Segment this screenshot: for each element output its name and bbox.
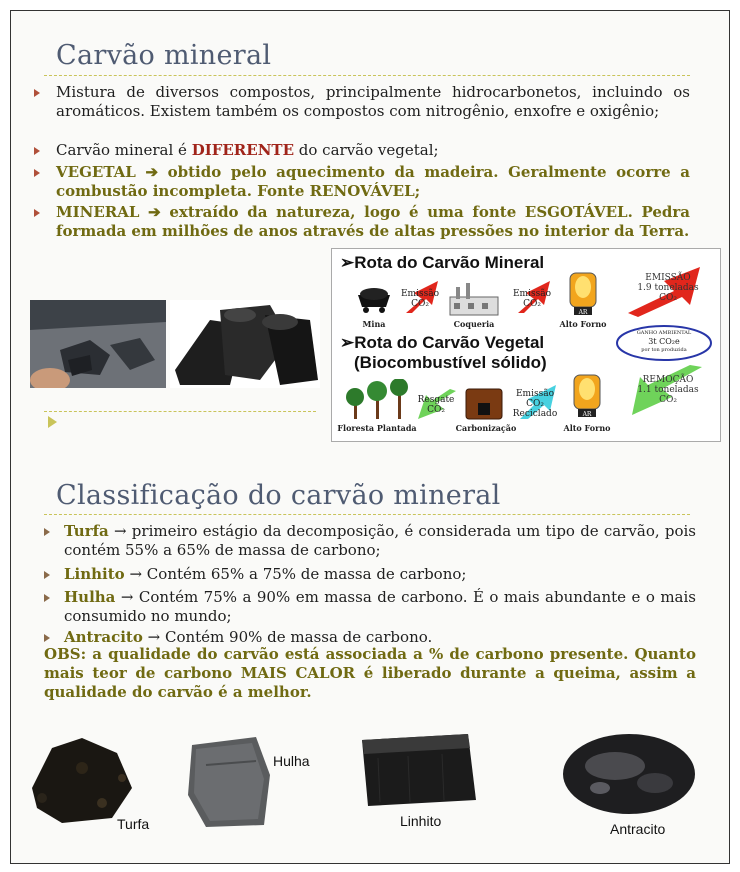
vegetal-route-subtitle: (Biocombustível sólido) xyxy=(354,353,547,372)
emissao-label-1: Emissão CO₂ xyxy=(400,289,439,309)
charcoal-photo xyxy=(170,300,320,388)
mineral-route-title: ➢Rota do Carvão Mineral xyxy=(340,253,545,272)
hulha-text: → Contém 75% a 90% em massa de carbono. É o mais abundante e o mais consumido no mundo; xyxy=(64,588,696,625)
vegetal-route-title: ➢Rota do Carvão Vegetal xyxy=(340,333,545,352)
turfa-name: Turfa xyxy=(64,522,109,540)
remocao-value: 1.1 toneladas xyxy=(637,385,699,395)
coqueria-caption: Coqueria xyxy=(453,319,495,329)
hulha-label: Hulha xyxy=(273,753,310,769)
hulha-sample-image xyxy=(186,735,274,831)
mine-cart-icon xyxy=(354,285,394,315)
section1-title: Carvão mineral xyxy=(56,40,272,71)
resgate-co2: CO₂ xyxy=(427,405,445,415)
antracito-text: → Contém 90% de massa de carbono. xyxy=(142,628,433,646)
antracito-name: Antracito xyxy=(64,628,143,646)
bullet-diferente xyxy=(56,141,690,160)
hulha-name: Hulha xyxy=(64,588,116,606)
mine-photo xyxy=(30,300,166,388)
ar-label-1: AR xyxy=(578,309,588,316)
title-divider xyxy=(44,75,690,76)
bullet-marker xyxy=(44,528,50,536)
bullet2-post: do carvão vegetal; xyxy=(294,141,439,159)
mina-caption: Mina xyxy=(362,319,386,329)
coqueria-icon xyxy=(446,281,502,317)
bullet-composition: Mistura de diversos compostos, principalmente hidrocarbonetos, incluindo os aromáticos. Existem também os compostos com nitrogênio, enxofre e oxigênio; xyxy=(56,83,690,120)
forest-icon xyxy=(340,379,416,421)
route-diagram xyxy=(331,248,721,442)
bullet-marker xyxy=(44,634,50,642)
bullet-mineral: MINERAL ➔ extraído da natureza, logo é uma fonte ESGOTÁVEL. Pedra formada em milhões de anos através de altas pressões no interior da Terra. xyxy=(56,203,690,240)
antracito-sample-image xyxy=(560,728,698,820)
ar-label-2: AR xyxy=(582,411,592,418)
floresta-caption: Floresta Plantada xyxy=(337,423,417,433)
resgate-label: Resgate xyxy=(417,395,455,405)
section-divider xyxy=(44,411,316,412)
ganho-value: 3t CO₂e xyxy=(648,337,680,346)
linhito-text: → Contém 65% a 75% de massa de carbono; xyxy=(124,565,467,583)
hulha-item xyxy=(64,588,696,626)
obs-note: OBS: a qualidade do carvão está associada a % de carbono presente. Quanto mais teor de carbono MAIS CALOR é liberado durante a queima, assim a qualidade do carvão é a melhor. xyxy=(44,645,696,701)
linhito-name: Linhito xyxy=(64,565,125,583)
carbonizacao-icon xyxy=(462,385,506,421)
linhito-item xyxy=(64,565,696,584)
emissao-reciclado-label: Emissão CO₂ xyxy=(515,389,554,409)
emissao-right-co2: CO₂ xyxy=(659,293,677,303)
emissao-label-2: Emissão CO₂ xyxy=(512,289,551,309)
emissao-right-value: 1.9 toneladas xyxy=(637,283,699,293)
bullet-marker xyxy=(34,209,40,217)
antracito-label: Antracito xyxy=(610,821,666,837)
alto-forno-caption-1: Alto Forno xyxy=(559,319,607,329)
bullet-marker xyxy=(44,571,50,579)
bullet-marker xyxy=(34,89,40,97)
remocao-label: REMOÇÃO xyxy=(642,375,694,385)
turfa-label: Turfa xyxy=(117,816,150,832)
linhito-label: Linhito xyxy=(400,813,442,829)
ganho-label: GANHO AMBIENTAL xyxy=(636,330,692,336)
title-divider xyxy=(44,514,690,515)
turfa-text: → primeiro estágio da decomposição, é considerada um tipo de carvão, pois contém 55% a 65% de massa de carbono; xyxy=(64,522,696,559)
bullet-marker xyxy=(34,169,40,177)
carbonizacao-caption: Carbonização xyxy=(455,423,517,433)
reciclado-label: Reciclado xyxy=(512,409,558,419)
bullet-marker xyxy=(34,147,40,155)
bullet-marker xyxy=(44,594,50,602)
section2-title: Classificação do carvão mineral xyxy=(56,480,501,511)
bullet2-pre: Carvão mineral é xyxy=(56,141,192,159)
remocao-co2: CO₂ xyxy=(659,395,677,405)
emissao-right-label: EMISSÃO xyxy=(645,273,691,283)
bullet2-emphasis: DIFERENTE xyxy=(191,141,295,159)
turfa-sample-image xyxy=(22,728,152,828)
bullet-vegetal: VEGETAL ➔ obtido pelo aquecimento da madeira. Geralmente ocorre a combustão incompleta. Fonte RENOVÁVEL; xyxy=(56,163,690,200)
nav-arrow-icon xyxy=(48,416,57,428)
linhito-sample-image xyxy=(358,730,480,810)
turfa-item xyxy=(64,522,696,560)
ganho-unit: por ton produzida xyxy=(641,347,687,353)
alto-forno-caption-2: Alto Forno xyxy=(563,423,611,433)
